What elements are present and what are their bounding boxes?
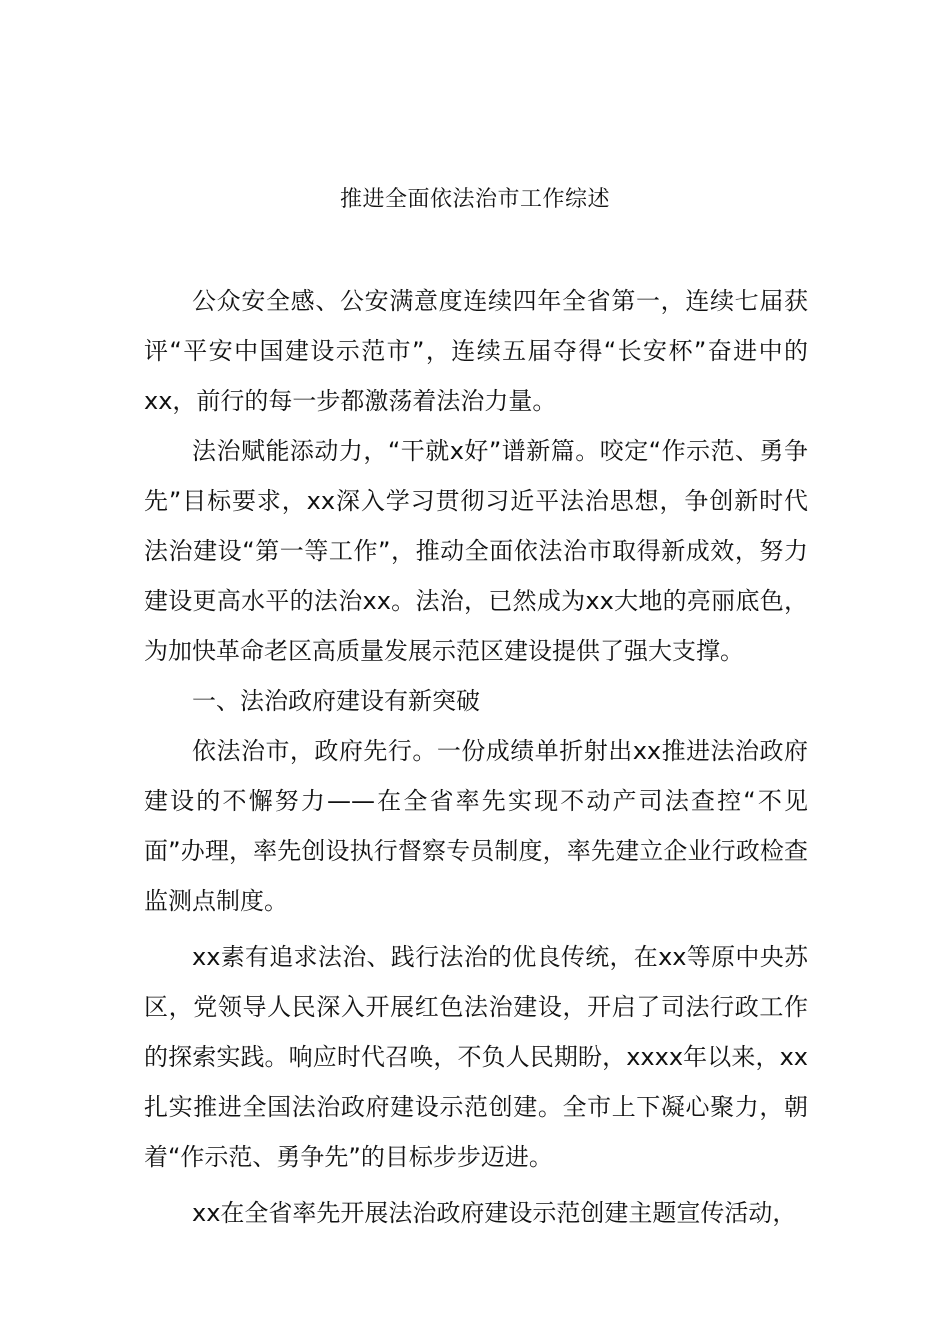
section-heading-1: 一、法治政府建设有新突破 — [192, 687, 480, 715]
document-body — [144, 276, 808, 1238]
document-title: 推进全面依法治市工作综述 — [339, 187, 610, 212]
paragraph-government-first: 依法治市，政府先行。一份成绩单折射出xx推进法治政府建设的不懈努力——在全省率先实现不动产司法查控“不见面”办理，率先创设执行督察专员制度，率先建立企业行政检查监测点制度。 — [144, 737, 808, 915]
paragraph-tradition: xx素有追求法治、践行法治的优良传统，在xx等原中央苏区，党领导人民深入开展红色法治建设，开启了司法行政工作的探索实践。响应时代召唤，不负人民期盼，xxxx年以来，xx扎实推进全国法治政府建设示范创建。全市上下凝心聚力，朝着“作示范、勇争先”的目标步步迈进。 — [144, 943, 808, 1171]
paragraph-rule-of-law-momentum: 法治赋能添动力，“干就x好”谱新篇。咬定“作示范、勇争先”目标要求，xx深入学习贯彻习近平法治思想，争创新时代法治建设“第一等工作”，推动全面依法治市取得新成效，努力建设更高水平的法治xx。法治，已然成为xx大地的亮丽底色，为加快革命老区高质量发展示范区建设提供了强大支撑。 — [144, 437, 808, 665]
paragraph-intro: 公众安全感、公安满意度连续四年全省第一，连续七届获评“平安中国建设示范市”，连续五届夺得“长安杯”奋进中的xx，前行的每一步都激荡着法治力量。 — [144, 287, 808, 415]
paragraph-publicity-campaign: xx在全省率先开展法治政府建设示范创建主题宣传活动， — [192, 1199, 797, 1227]
